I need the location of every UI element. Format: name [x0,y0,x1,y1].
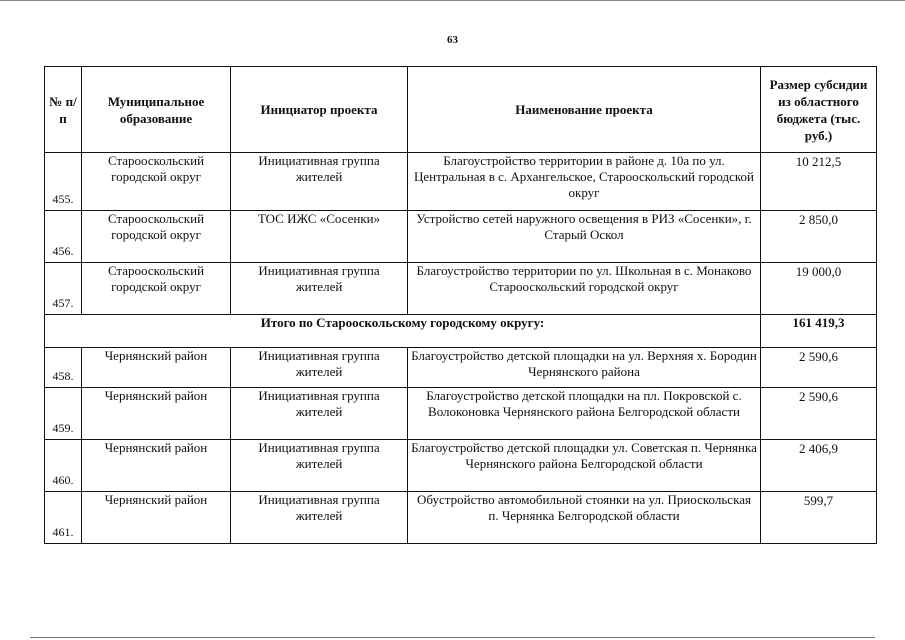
row-project: Благоустройство территории в районе д. 10а по ул. Центральная в с. Архангельское, Старооскольский городской округ [408,153,761,211]
scan-border-bottom [30,637,875,638]
row-initiator: Инициативная группа жителей [231,492,408,544]
row-municipality: Старооскольский городской округ [82,211,231,263]
table-row [45,492,877,544]
header-municipality: Муниципальное образование [82,67,231,153]
row-project: Устройство сетей наружного освещения в РИЗ «Сосенки», г. Старый Оскол [408,211,761,263]
row-number: 456. [45,211,82,263]
table-row [45,440,877,492]
row-number: 461. [45,492,82,544]
row-amount: 599,7 [761,492,877,544]
row-amount: 2 850,0 [761,211,877,263]
total-label: Итого по Старооскольскому городскому округу: [45,315,761,348]
table-row [45,348,877,388]
header-project: Наименование проекта [408,67,761,153]
subsidy-table [44,66,877,544]
row-number: 458. [45,348,82,388]
row-municipality: Чернянский район [82,492,231,544]
row-municipality: Старооскольский городской округ [82,153,231,211]
table-row [45,388,877,440]
row-project: Благоустройство детской площадки ул. Советская п. Чернянка Чернянского района Белгородской области [408,440,761,492]
table-row [45,153,877,211]
row-municipality: Чернянский район [82,348,231,388]
row-amount: 2 590,6 [761,388,877,440]
row-initiator: Инициативная группа жителей [231,388,408,440]
row-number: 457. [45,263,82,315]
row-amount: 2 406,9 [761,440,877,492]
table-row [45,263,877,315]
row-project: Обустройство автомобильной стоянки на ул. Приоскольская п. Чернянка Белгородской области [408,492,761,544]
page-number: 63 [447,34,458,46]
row-initiator: Инициативная группа жителей [231,153,408,211]
row-municipality: Чернянский район [82,388,231,440]
row-project: Благоустройство детской площадки на ул. Верхняя х. Бородин Чернянского района [408,348,761,388]
row-amount: 19 000,0 [761,263,877,315]
row-amount: 10 212,5 [761,153,877,211]
header-initiator: Инициатор проекта [231,67,408,153]
header-num: № п/п [45,67,82,153]
scan-border-top [0,0,905,1]
row-initiator: Инициативная группа жителей [231,440,408,492]
row-project: Благоустройство детской площадки на пл. Покровской с. Волоконовка Чернянского района Белгородской области [408,388,761,440]
header-subsidy: Размер субсидии из областного бюджета (тыс. руб.) [761,67,877,153]
row-number: 459. [45,388,82,440]
row-initiator: Инициативная группа жителей [231,263,408,315]
total-row [45,315,877,348]
row-project: Благоустройство территории по ул. Школьная в с. Монаково Старооскольский городской округ [408,263,761,315]
row-municipality: Старооскольский городской округ [82,263,231,315]
total-value: 161 419,3 [761,315,877,348]
table-header-row [45,67,877,153]
table-row [45,211,877,263]
row-initiator: ТОС ИЖС «Сосенки» [231,211,408,263]
row-number: 460. [45,440,82,492]
row-number: 455. [45,153,82,211]
row-amount: 2 590,6 [761,348,877,388]
row-initiator: Инициативная группа жителей [231,348,408,388]
row-municipality: Чернянский район [82,440,231,492]
